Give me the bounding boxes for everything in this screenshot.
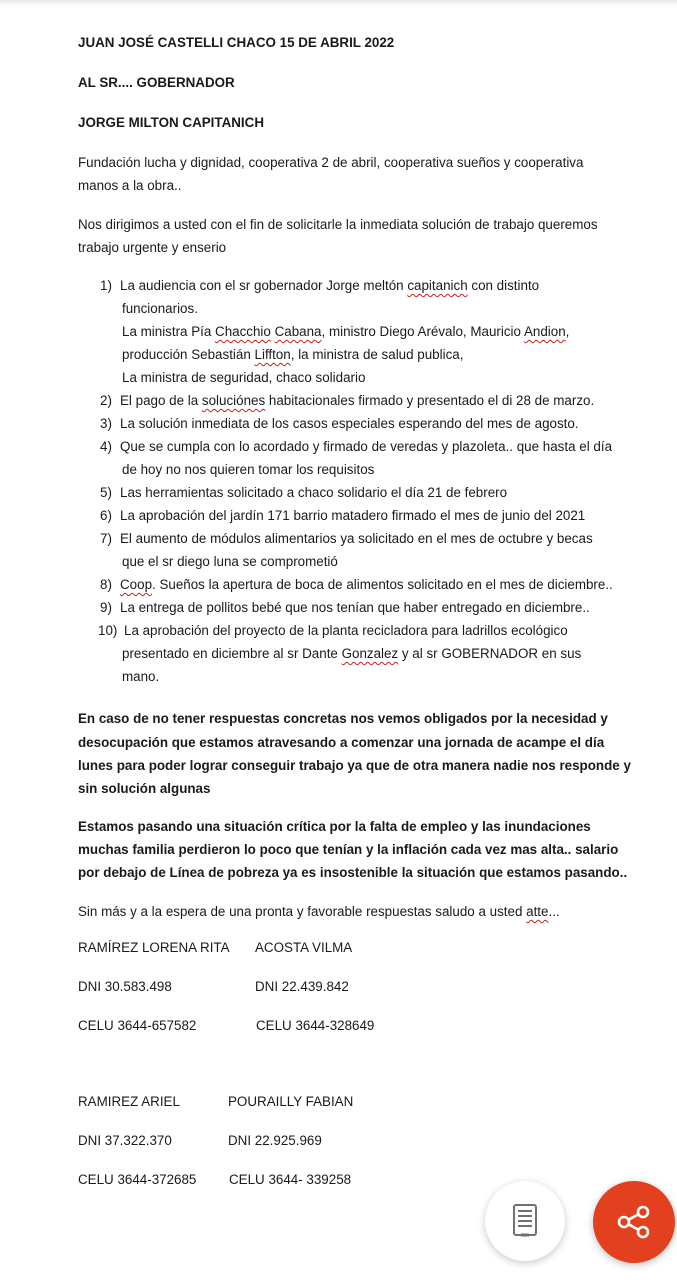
list-item: 9) La entrega de pollitos bebé que nos tenían que haber entregado en diciembre.. (100, 600, 590, 615)
intro-line: Nos dirigimos a usted con el fin de solicitarle la inmediata solución de trabajo queremos (78, 217, 598, 232)
signatory-phone: CELU 3644- 339258 (229, 1172, 352, 1187)
list-item: 7) El aumento de módulos alimentarios ya solicitado en el mes de octubre y becas (100, 531, 593, 546)
list-item: 10) La aprobación del proyecto de la planta recicladora para ladrillos ecológico (98, 623, 568, 638)
signatory-name: RAMIREZ ARIEL (78, 1094, 180, 1109)
list-item-continuation: La ministra Pía Chacchio Cabana, ministro Diego Arévalo, Mauricio Andion, (122, 324, 570, 339)
list-item: 2) El pago de la soluciónes habitacionales firmado y presentado el di 28 de marzo. (100, 393, 595, 408)
situation-paragraph-line: Estamos pasando una situación crítica por la falta de empleo y las inundaciones (78, 819, 591, 834)
situation-paragraph-line: por debajo de Línea de pobreza ya es insostenible la situación que estamos pasando.. (78, 865, 628, 880)
list-item: 8) Coop. Sueños la apertura de boca de alimentos solicitado en el mes de diciembre.. (100, 577, 613, 592)
list-item: 3) La solución inmediata de los casos especiales esperando del mes de agosto. (100, 416, 579, 431)
intro-line: trabajo urgente y enserio (78, 240, 227, 255)
signatory-phone: CELU 3644-657582 (78, 1018, 197, 1033)
share-icon (614, 1202, 654, 1242)
warning-paragraph-line: sin solución algunas (78, 781, 211, 796)
intro-line: Fundación lucha y dignidad, cooperativa 2 de abril, cooperativa sueños y cooperativa (78, 155, 584, 170)
place-date: JUAN JOSÉ CASTELLI CHACO 15 DE ABRIL 2022 (78, 35, 395, 50)
signatory-name: RAMÍREZ LORENA RITA (78, 940, 230, 955)
list-item-continuation: que el sr diego luna se comprometió (122, 554, 338, 569)
list-item-continuation: funcionarios. (122, 301, 198, 316)
signatory-name: POURAILLY FABIAN (228, 1094, 354, 1109)
list-item-continuation: de hoy no nos quieren tomar los requisitos (122, 462, 375, 477)
signatory-phone: CELU 3644-328649 (256, 1018, 375, 1033)
addressee-name: JORGE MILTON CAPITANICH (78, 115, 264, 130)
situation-paragraph-line: muchas familia perdieron lo poco que tenían y la inflación cada vez mas alta.. salario (78, 842, 619, 857)
list-item: 6) La aprobación del jardín 171 barrio matadero firmado el mes de junio del 2021 (100, 508, 586, 523)
list-item: 1) La audiencia con el sr gobernador Jorge meltón capitanich con distinto (100, 278, 540, 293)
signatory-dni: DNI 37.322.370 (78, 1133, 172, 1148)
signatory-phone: CELU 3644-372685 (78, 1172, 197, 1187)
list-item-continuation: mano. (122, 669, 160, 684)
signatory-name: ACOSTA VILMA (255, 940, 353, 955)
signatory-dni: DNI 22.439.842 (255, 979, 349, 994)
signatory-dni: DNI 22.925.969 (228, 1133, 322, 1148)
share-button[interactable] (593, 1181, 675, 1263)
list-item: 4) Que se cumpla con lo acordado y firmado de veredas y plazoleta.. que hasta el día (100, 439, 613, 454)
list-item-continuation: La ministra de seguridad, chaco solidario (122, 370, 366, 385)
list-item-continuation: presentado en diciembre al sr Dante Gonzalez y al sr GOBERNADOR en sus (122, 646, 582, 661)
warning-paragraph-line: En caso de no tener respuestas concretas nos vemos obligados por la necesidad y (78, 711, 608, 726)
list-item: 5) Las herramientas solicitado a chaco solidario el día 21 de febrero (100, 485, 508, 500)
document-icon (510, 1203, 540, 1239)
closing-line: Sin más y a la espera de una pronta y favorable respuestas saludo a usted atte... (78, 904, 560, 919)
addressee-title: AL SR.... GOBERNADOR (78, 75, 235, 90)
intro-line: manos a la obra.. (78, 178, 182, 193)
warning-paragraph-line: desocupación que estamos atravesando a comenzar una jornada de acampe el día (78, 735, 605, 750)
warning-paragraph-line: lunes para poder lograr conseguir trabajo ya que de otra manera nadie nos responde y (78, 758, 631, 773)
signatory-dni: DNI 30.583.498 (78, 979, 172, 994)
top-divider (0, 0, 677, 6)
document-view-button[interactable] (485, 1181, 565, 1261)
list-item-continuation: producción Sebastián Liffton, la ministra de salud publica, (122, 347, 464, 362)
